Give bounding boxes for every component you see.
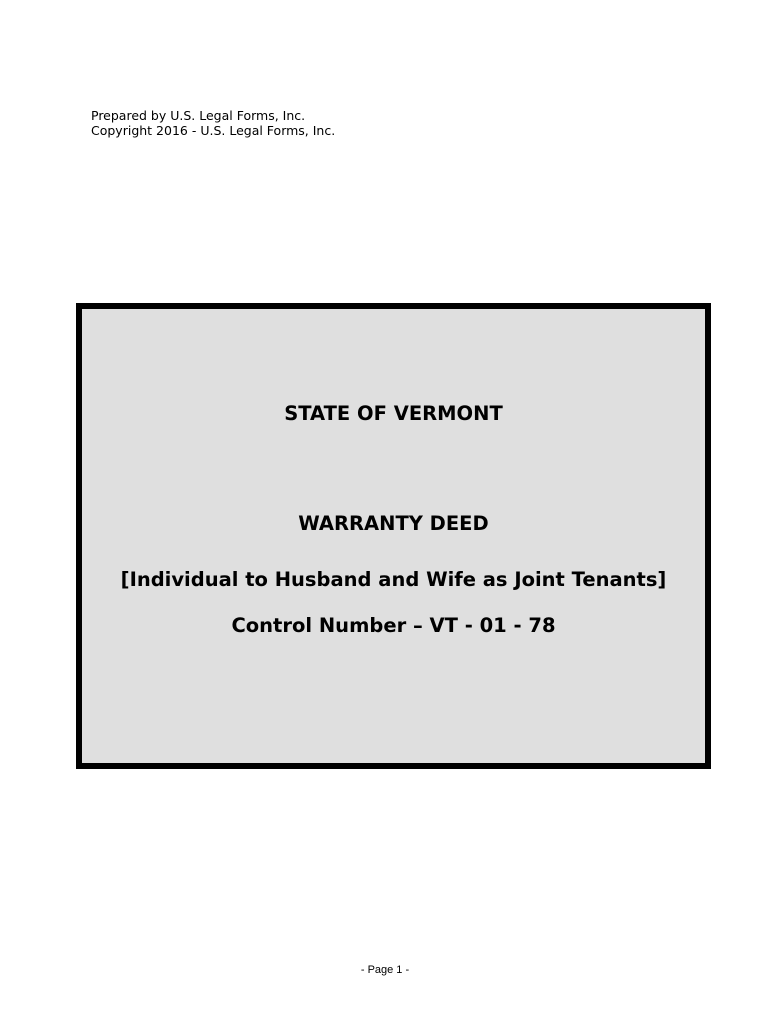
preparer-info [91,108,335,138]
control-number: Control Number – VT - 01 - 78 [231,614,556,637]
cover-title-box [76,303,711,769]
page-number: - Page 1 - [360,964,410,976]
document-subtitle: [Individual to Husband and Wife as Joint Tenants] [120,568,667,591]
copyright-text: Copyright 2016 - U.S. Legal Forms, Inc. [91,123,336,138]
document-title: WARRANTY DEED [298,512,489,535]
prepared-by-text: Prepared by U.S. Legal Forms, Inc. [91,108,306,123]
state-title: STATE OF VERMONT [284,402,503,425]
